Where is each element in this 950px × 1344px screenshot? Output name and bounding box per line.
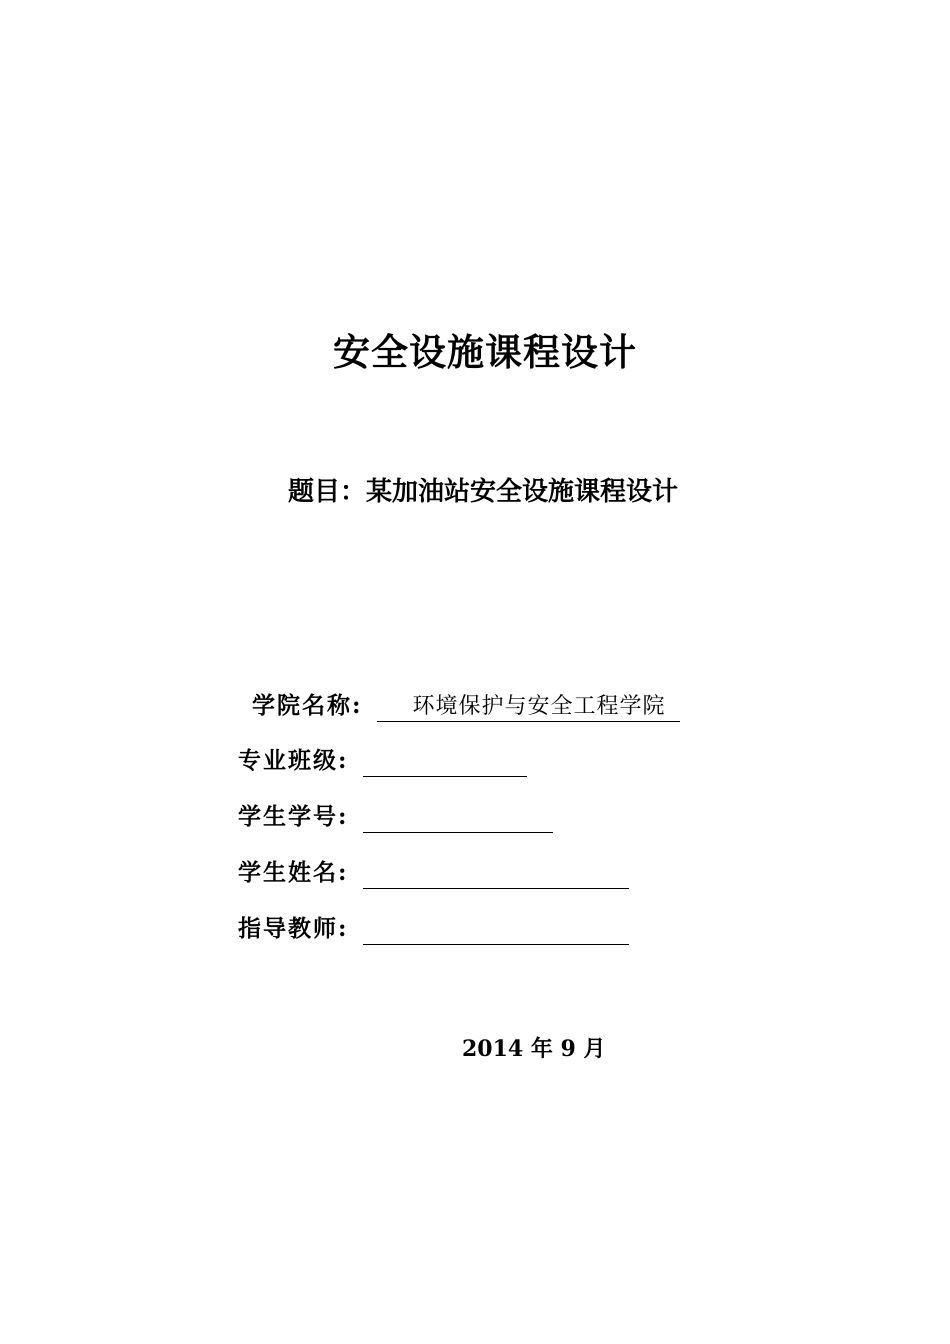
student-name-field-row [238, 857, 629, 889]
class-blank-line [363, 750, 527, 777]
class-field-row [238, 745, 527, 777]
student-id-label: 学生学号: [238, 803, 349, 830]
student-id-blank-line [363, 806, 553, 833]
subject-heading: 题目：某加油站安全设施课程设计 [288, 477, 679, 507]
advisor-field-row [238, 913, 629, 945]
student-name-blank-line [363, 862, 629, 889]
advisor-blank-line [363, 918, 629, 945]
college-value: 环境保护与安全工程学院 [377, 693, 680, 722]
class-label: 专业班级: [238, 747, 349, 774]
student-name-label: 学生姓名: [238, 859, 349, 886]
college-field-row [252, 690, 680, 722]
advisor-label: 指导教师: [238, 915, 349, 942]
date-text: 2014 年 9 月 [462, 1036, 606, 1062]
page-title: 安全设施课程设计 [333, 331, 637, 374]
student-id-field-row [238, 801, 553, 833]
college-label: 学院名称: [252, 692, 363, 719]
